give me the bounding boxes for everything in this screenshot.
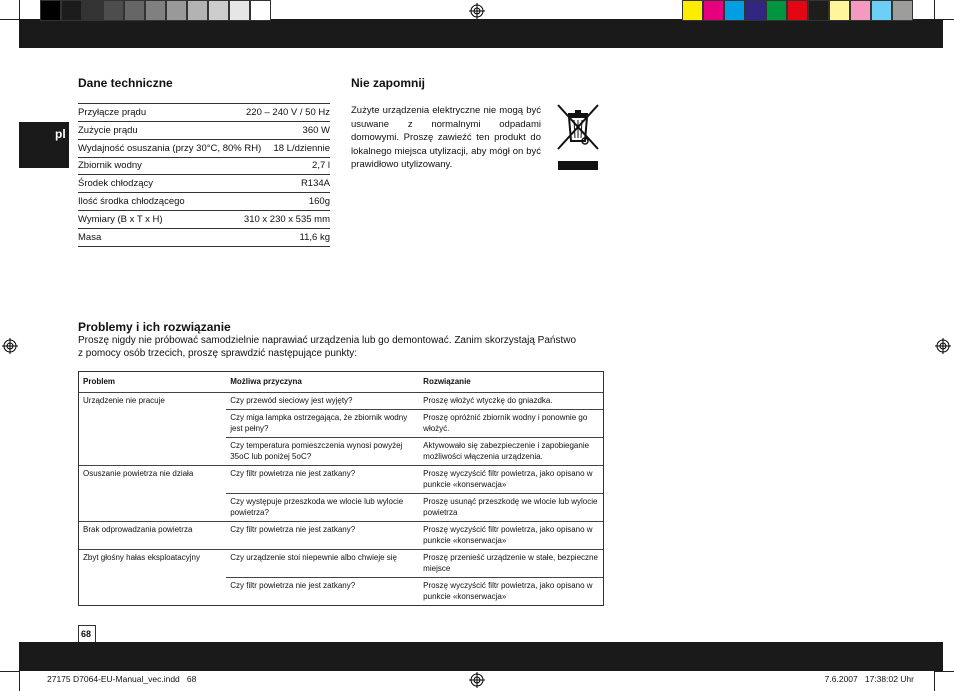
table-row (79, 393, 603, 410)
table-cell-problem: Brak odprowadzania powietrza (79, 522, 226, 550)
spec-value: 11,6 kg (299, 231, 330, 243)
table-cell-cause: Czy temperatura pomieszczenia wynosi powyżej 35oC lub poniżej 5oC? (226, 438, 419, 466)
crop-mark (934, 671, 935, 691)
header-problem: Problem (83, 377, 116, 386)
spec-label: Przyłącze prądu (78, 107, 147, 118)
gray-swatch (82, 0, 103, 21)
gray-swatch (145, 0, 166, 21)
gray-swatch (208, 0, 229, 21)
table-cell-problem (79, 578, 226, 606)
table-cell-solution: Proszę usunąć przeszkodę we wlocie lub wylocie powietrza (419, 494, 603, 522)
spec-label: Zbiornik wodny (78, 160, 142, 172)
crop-mark (0, 19, 19, 20)
table-cell-solution: Proszę wyczyścić filtr powietrza, jako opisano w punkcie «konserwacja» (419, 466, 603, 494)
spec-row (78, 122, 330, 140)
spec-value: 18 L/dziennie (273, 142, 330, 154)
tech-section-title: Dane techniczne (78, 76, 173, 90)
table-cell-cause: Czy urządzenie stoi niepewnie albo chwieje się (226, 550, 419, 578)
gray-swatch (40, 0, 61, 21)
problems-table-frame (78, 371, 604, 606)
page-number-box (78, 625, 96, 642)
table-header-row (79, 372, 603, 393)
remember-section-title: Nie zapomnij (351, 76, 426, 90)
table-row (79, 522, 603, 550)
language-tab-label: pl (55, 127, 66, 141)
table-cell-problem: Urządzenie nie pracuje (79, 393, 226, 410)
crop-mark (19, 671, 20, 691)
table-cell-cause: Czy występuje przeszkoda we wlocie lub wylocie powietrza? (226, 494, 419, 522)
registration-mark-icon (2, 338, 18, 354)
color-swatch (829, 0, 850, 21)
spec-value: 2,7 l (312, 160, 330, 172)
gray-swatch (166, 0, 187, 21)
table-cell-cause: Czy filtr powietrza nie jest zatkany? (226, 466, 419, 494)
table-cell-problem: Osuszanie powietrza nie działa (79, 466, 226, 494)
spec-value: 360 W (302, 124, 330, 136)
color-swatch (808, 0, 829, 21)
table-cell-problem (79, 438, 226, 466)
registration-mark-icon (935, 338, 951, 354)
table-cell-solution: Proszę wyczyścić filtr powietrza, jako opisano w punkcie «konserwacja» (419, 578, 603, 606)
spec-label: Zużycie prądu (78, 124, 138, 136)
gray-swatch (229, 0, 250, 21)
spec-label: Ilość środka chłodzącego (78, 196, 185, 207)
table-cell-cause: Czy filtr powietrza nie jest zatkany? (226, 578, 419, 606)
color-swatch (892, 0, 913, 21)
gray-swatch (187, 0, 208, 21)
table-cell-problem (79, 494, 226, 522)
footer-timestamp: 7.6.2007 17:38:02 Uhr (824, 674, 914, 684)
color-swatch (766, 0, 787, 21)
color-swatch (787, 0, 808, 21)
language-tab (19, 122, 69, 168)
gray-swatch (250, 0, 271, 21)
table-row (79, 494, 603, 522)
spec-value: 160g (308, 196, 330, 207)
spec-row (78, 175, 330, 193)
spec-value: 220 – 240 V / 50 Hz (246, 107, 330, 118)
registration-mark-icon (469, 3, 485, 19)
crop-mark (0, 671, 19, 672)
spec-value: R134A (300, 178, 330, 190)
table-cell-cause: Czy przewód sieciowy jest wyjęty? (226, 393, 419, 410)
table-cell-solution: Proszę wyczyścić filtr powietrza, jako opisano w punkcie «konserwacja» (419, 522, 603, 550)
table-row (79, 410, 603, 438)
spec-row (78, 229, 330, 247)
gray-swatch (103, 0, 124, 21)
gray-swatch (61, 0, 82, 21)
top-bar (19, 19, 943, 48)
color-swatch (871, 0, 892, 21)
header-cause: Możliwa przyczyna (230, 377, 302, 386)
color-swatch (745, 0, 766, 21)
table-cell-problem (79, 410, 226, 438)
problems-table (79, 372, 603, 605)
spec-value: 310 x 230 x 535 mm (243, 213, 330, 225)
table-cell-solution: Aktywowało się zabezpieczenie i zapobieganie możliwości włączenia urządzenia. (419, 438, 603, 466)
table-row (79, 438, 603, 466)
crop-mark (934, 671, 954, 672)
footer-file-info: 27175 D7064-EU-Manual_vec.indd 68 (47, 674, 197, 684)
color-swatch (703, 0, 724, 21)
spec-row (78, 211, 330, 229)
crop-mark (934, 0, 935, 19)
table-row (79, 578, 603, 606)
bottom-bar (19, 642, 943, 671)
crop-mark (19, 0, 20, 19)
gray-swatch (124, 0, 145, 21)
page-number: 68 (81, 629, 92, 639)
table-cell-solution: Proszę włożyć wtyczkę do gniazdka. (419, 393, 603, 410)
table-cell-cause: Czy filtr powietrza nie jest zatkany? (226, 522, 419, 550)
spec-row (78, 157, 330, 175)
spec-label: Wymiary (B x T x H) (78, 213, 163, 225)
color-swatch (724, 0, 745, 21)
color-swatch (682, 0, 703, 21)
color-swatch (850, 0, 871, 21)
table-cell-solution: Proszę przenieść urządzenie w stałe, bezpieczne miejsce (419, 550, 603, 578)
spec-row (78, 193, 330, 211)
crop-mark (934, 19, 954, 20)
registration-mark-icon (469, 672, 485, 688)
table-row (79, 550, 603, 578)
spec-row (78, 104, 330, 122)
table-cell-cause: Czy miga lampka ostrzegająca, że zbiornik wodny jest pełny? (226, 410, 419, 438)
remember-text: Zużyte urządzenia elektryczne nie mogą być usuwane z normalnymi odpadami domowymi. Proszę zawieźć ten produkt do lokalnego miejsca utylizacji, aby mógł on być prawidłowo utylizowany. (351, 105, 541, 170)
problems-intro: Proszę nigdy nie próbować samodzielnie naprawiać urządzenia lub go demontować. Zanim skorzystają Państwo z pomocy osób trzecich, proszę sprawdzić następujące punkty: (78, 335, 577, 359)
crossed-bin-icon (555, 103, 601, 171)
spec-label: Masa (78, 231, 102, 243)
table-cell-problem: Zbyt głośny hałas eksploatacyjny (79, 550, 226, 578)
problems-section-title: Problemy i ich rozwiązanie (78, 320, 231, 334)
table-row (79, 466, 603, 494)
header-solution: Rozwiązanie (423, 377, 471, 386)
spec-label: Wydajność osuszania (przy 30°C, 80% RH) (78, 142, 262, 154)
spec-label: Środek chłodzący (78, 178, 153, 190)
spec-row (78, 140, 330, 158)
table-cell-solution: Proszę opróżnić zbiornik wodny i ponownie go włożyć. (419, 410, 603, 438)
